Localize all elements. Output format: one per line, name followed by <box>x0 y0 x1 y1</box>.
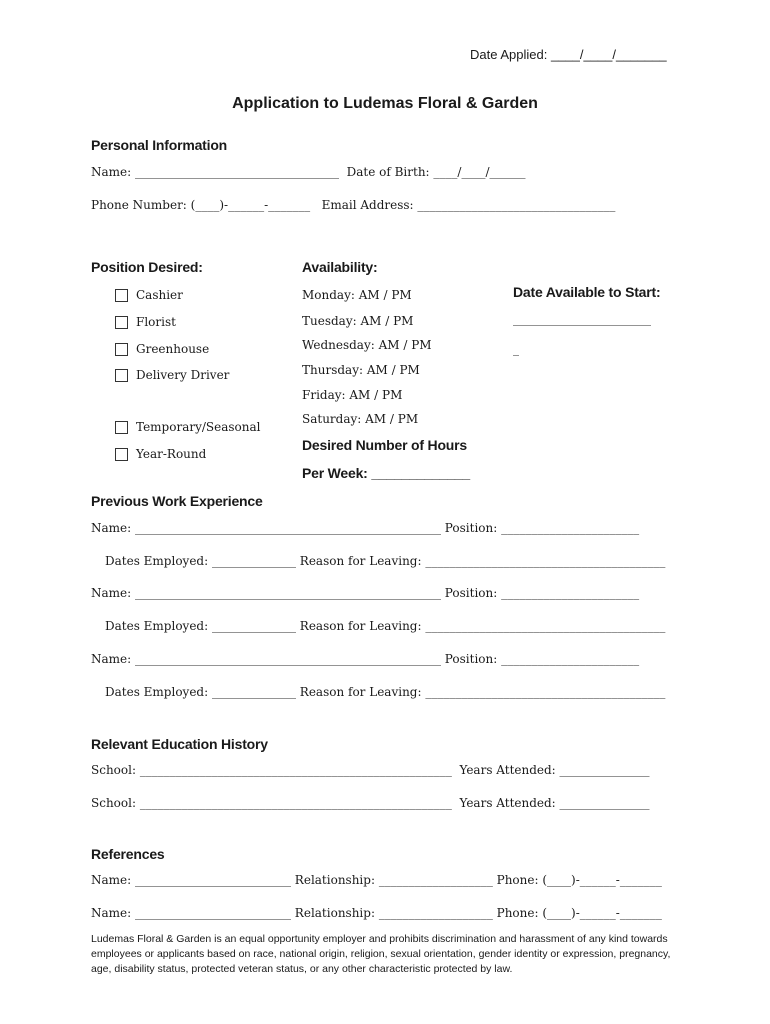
phone-email-field[interactable]: Phone Number: (____)-______-_______ Email Address: _________________________________ <box>91 198 616 212</box>
start-date-heading: Date Available to Start: <box>513 284 661 300</box>
personal-info-heading: Personal Information <box>91 137 228 153</box>
desired-hours-heading: Desired Number of Hours <box>302 437 467 453</box>
work-dates-reason-field[interactable]: Dates Employed: ______________ Reason for Leaving: ________________________________________ <box>105 619 666 633</box>
reference-row-field[interactable]: Name: __________________________ Relationship: ___________________ Phone: (____)-______-_______ <box>91 873 662 887</box>
school-years-field[interactable]: School: ____________________________________________________ Years Attended: _______________ <box>91 763 650 777</box>
start-date-field[interactable]: _______________________ <box>513 312 651 326</box>
reference-row-field[interactable]: Name: __________________________ Relationship: ___________________ Phone: (____)-______-_______ <box>91 906 662 920</box>
name-dob-field[interactable]: Name: __________________________________ Date of Birth: ____/____/______ <box>91 165 526 179</box>
availability-friday[interactable]: Friday: AM / PM <box>302 388 403 402</box>
availability-tuesday[interactable]: Tuesday: AM / PM <box>302 314 414 328</box>
eeo-statement: Ludemas Floral & Garden is an equal opportunity employer and prohibits discrimination and harassment of any kind towards employees or applicants based on race, national origin, religion, sexual orientation, gender identity or expression, pregnancy, age, disability status, protected veteran status, or any other characteristic protected by law. <box>91 933 671 975</box>
availability-heading: Availability: <box>302 259 378 275</box>
hours-per-week-field[interactable]: Per Week: _____________ <box>302 465 470 481</box>
page-title: Application to Ludemas Floral & Garden <box>232 95 538 112</box>
florist-checkbox[interactable] <box>115 316 128 329</box>
work-name-position-field[interactable]: Name: ___________________________________________________ Position: _______________________ <box>91 521 640 535</box>
school-years-field[interactable]: School: ____________________________________________________ Years Attended: _______________ <box>91 796 650 810</box>
greenhouse-label: Greenhouse <box>136 342 210 356</box>
delivery-driver-label: Delivery Driver <box>136 368 230 382</box>
work-dates-reason-field[interactable]: Dates Employed: ______________ Reason for Leaving: ________________________________________ <box>105 554 666 568</box>
year-round-label: Year-Round <box>136 447 207 461</box>
work-name-position-field[interactable]: Name: ___________________________________________________ Position: _______________________ <box>91 652 640 666</box>
work-name-position-field[interactable]: Name: ___________________________________________________ Position: _______________________ <box>91 586 640 600</box>
start-date-field-extra[interactable]: _ <box>513 342 519 356</box>
work-dates-reason-field[interactable]: Dates Employed: ______________ Reason for Leaving: ________________________________________ <box>105 685 666 699</box>
education-heading: Relevant Education History <box>91 736 268 752</box>
position-desired-heading: Position Desired: <box>91 259 203 275</box>
work-experience-heading: Previous Work Experience <box>91 493 263 509</box>
date-applied-field[interactable]: Date Applied: ____/____/_______ <box>470 47 667 62</box>
availability-saturday[interactable]: Saturday: AM / PM <box>302 412 419 426</box>
references-heading: References <box>91 846 165 862</box>
greenhouse-checkbox[interactable] <box>115 343 128 356</box>
temporary-seasonal-checkbox[interactable] <box>115 421 128 434</box>
cashier-checkbox[interactable] <box>115 289 128 302</box>
year-round-checkbox[interactable] <box>115 448 128 461</box>
cashier-label: Cashier <box>136 288 183 302</box>
temporary-seasonal-label: Temporary/Seasonal <box>136 420 261 434</box>
availability-monday[interactable]: Monday: AM / PM <box>302 288 412 302</box>
availability-wednesday[interactable]: Wednesday: AM / PM <box>302 338 432 352</box>
florist-label: Florist <box>136 315 176 329</box>
availability-thursday[interactable]: Thursday: AM / PM <box>302 363 420 377</box>
delivery-driver-checkbox[interactable] <box>115 369 128 382</box>
